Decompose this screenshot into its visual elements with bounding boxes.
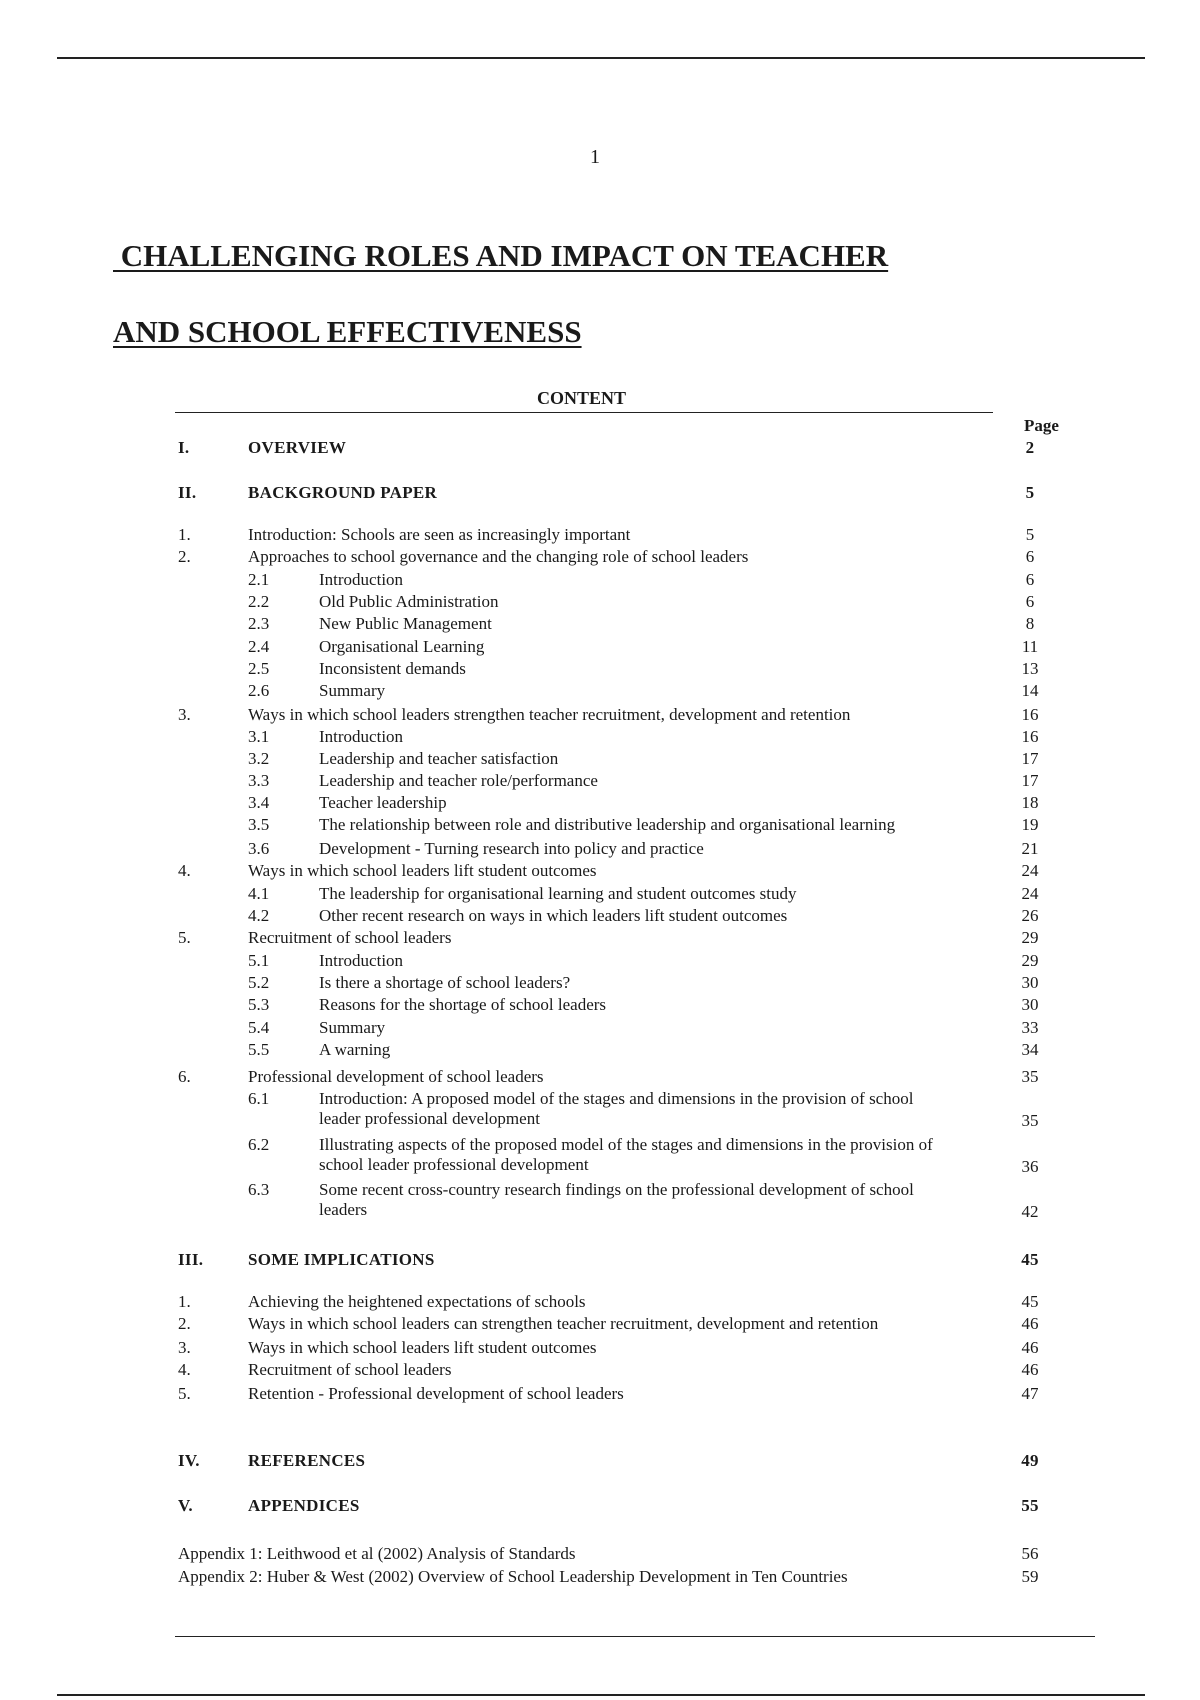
toc-page: 5 [1025, 483, 1035, 502]
toc-number: 4. [178, 861, 191, 880]
toc-number: 5.3 [248, 995, 270, 1014]
toc-number: 3.4 [248, 793, 270, 812]
toc-number: 2.5 [248, 659, 270, 678]
toc-title: New Public Management [319, 614, 492, 633]
toc-entry [0, 525, 1200, 545]
page-number: 1 [590, 146, 600, 168]
toc-subentry [0, 637, 1200, 657]
toc-number: V. [178, 1496, 193, 1515]
toc-number: 3.3 [248, 771, 270, 790]
toc-title: Appendix 2: Huber & West (2002) Overview of School Leadership Development in Ten Countries [178, 1567, 848, 1586]
toc-page: 26 [1021, 906, 1039, 925]
page-column-label: Page [1024, 416, 1059, 435]
toc-number: 3.1 [248, 727, 270, 746]
toc-title: SOME IMPLICATIONS [248, 1250, 435, 1269]
toc-number: 6.2 [248, 1135, 270, 1154]
toc-title: Introduction: Schools are seen as increasingly important [248, 525, 631, 544]
toc-page: 13 [1021, 659, 1039, 678]
toc-page: 35 [1021, 1067, 1039, 1086]
toc-number: 4. [178, 1360, 191, 1379]
toc-section-background [0, 483, 1200, 503]
toc-page: 19 [1021, 815, 1039, 834]
bottom-rule [57, 1694, 1145, 1696]
toc-entry [0, 1067, 1200, 1087]
toc-entry [0, 1360, 1200, 1380]
toc-title: Recruitment of school leaders [248, 928, 452, 947]
toc-number: 2. [178, 547, 191, 566]
toc-title: Organisational Learning [319, 637, 485, 656]
toc-number: 3. [178, 1338, 191, 1357]
toc-number: 5. [178, 1384, 191, 1403]
toc-subentry [0, 815, 1200, 835]
toc-number: 3.2 [248, 749, 270, 768]
toc-title: Introduction: A proposed model of the stages and dimensions in the provision of school leader professional development [319, 1089, 914, 1128]
toc-number: 3.5 [248, 815, 270, 834]
toc-title: Summary [319, 681, 386, 700]
toc-number: 4.2 [248, 906, 270, 925]
toc-number: 5.4 [248, 1018, 270, 1037]
toc-page: 59 [1021, 1567, 1039, 1586]
toc-number: II. [178, 483, 197, 502]
document-title-line-2: AND SCHOOL EFFECTIVENESS [113, 314, 582, 349]
toc-bottom-rule [175, 1636, 1095, 1637]
toc-subentry [0, 1089, 1200, 1131]
toc-title: BACKGROUND PAPER [248, 483, 438, 502]
toc-entry [0, 1292, 1200, 1312]
toc-page: 5 [1025, 525, 1035, 544]
toc-title: Inconsistent demands [319, 659, 466, 678]
toc-number: 1. [178, 1292, 191, 1311]
toc-number: 5.5 [248, 1040, 270, 1059]
toc-number: 3.6 [248, 839, 270, 858]
toc-title: REFERENCES [248, 1451, 366, 1470]
toc-page: 24 [1021, 884, 1039, 903]
toc-title: OVERVIEW [248, 438, 347, 457]
toc-subentry [0, 995, 1200, 1015]
toc-number: IV. [178, 1451, 200, 1470]
toc-page: 47 [1021, 1384, 1039, 1403]
toc-number: 6.3 [248, 1180, 270, 1199]
toc-title: Summary [319, 1018, 386, 1037]
toc-section-overview [0, 438, 1200, 458]
toc-title: Introduction [319, 570, 404, 589]
toc-page: 46 [1021, 1338, 1039, 1357]
toc-subentry [0, 1040, 1200, 1060]
toc-title: Recruitment of school leaders [248, 1360, 452, 1379]
toc-page: 30 [1021, 995, 1039, 1014]
toc-title: Leadership and teacher role/performance [319, 771, 598, 790]
toc-title: APPENDICES [248, 1496, 360, 1515]
toc-entry [0, 705, 1200, 725]
toc-title: Ways in which school leaders lift student outcomes [248, 861, 597, 880]
toc-page: 46 [1021, 1360, 1039, 1379]
toc-title: Is there a shortage of school leaders? [319, 973, 571, 992]
toc-entry [0, 1338, 1200, 1358]
toc-subentry [0, 1018, 1200, 1038]
toc-title: Ways in which school leaders strengthen teacher recruitment, development and retention [248, 705, 851, 724]
toc-page: 46 [1021, 1314, 1039, 1333]
toc-title: Appendix 1: Leithwood et al (2002) Analysis of Standards [178, 1544, 576, 1563]
toc-subentry [0, 749, 1200, 769]
toc-page: 11 [1021, 637, 1039, 656]
toc-number: 2.1 [248, 570, 270, 589]
toc-page: 56 [1021, 1544, 1039, 1563]
toc-title: Old Public Administration [319, 592, 499, 611]
toc-page: 35 [1021, 1111, 1039, 1130]
toc-number: 2. [178, 1314, 191, 1333]
toc-appendix-entry [0, 1544, 1200, 1564]
toc-page: 2 [1025, 438, 1035, 457]
toc-title: A warning [319, 1040, 391, 1059]
toc-page: 8 [1025, 614, 1035, 633]
toc-page: 34 [1021, 1040, 1039, 1059]
toc-page: 18 [1021, 793, 1039, 812]
toc-number: I. [178, 438, 190, 457]
toc-title: Illustrating aspects of the proposed model of the stages and dimensions in the provision of school leader professional development [319, 1135, 933, 1174]
toc-subentry [0, 906, 1200, 926]
toc-number: 1. [178, 525, 191, 544]
toc-page: 33 [1021, 1018, 1039, 1037]
toc-title: Introduction [319, 951, 404, 970]
toc-page: 30 [1021, 973, 1039, 992]
toc-subentry [0, 771, 1200, 791]
toc-title: Achieving the heightened expectations of schools [248, 1292, 586, 1311]
toc-page: 42 [1021, 1202, 1039, 1221]
toc-entry [0, 928, 1200, 948]
toc-entry [0, 1314, 1200, 1334]
toc-number: 3. [178, 705, 191, 724]
toc-section-references [0, 1451, 1200, 1471]
toc-page: 29 [1021, 928, 1039, 947]
toc-number: 5.2 [248, 973, 270, 992]
toc-page: 45 [1021, 1250, 1039, 1269]
toc-title: Leadership and teacher satisfaction [319, 749, 559, 768]
toc-title: Teacher leadership [319, 793, 447, 812]
toc-subentry [0, 659, 1200, 679]
toc-page: 16 [1021, 705, 1039, 724]
toc-page: 6 [1025, 570, 1035, 589]
toc-subentry [0, 1180, 1200, 1222]
toc-title: The leadership for organisational learning and student outcomes study [319, 884, 797, 903]
toc-title: Retention - Professional development of school leaders [248, 1384, 624, 1403]
toc-title: Development - Turning research into policy and practice [319, 839, 704, 858]
content-heading: CONTENT [537, 388, 627, 408]
toc-title: Some recent cross-country research findings on the professional development of school leaders [319, 1180, 914, 1219]
toc-page: 55 [1021, 1496, 1039, 1515]
toc-title: Ways in which school leaders can strengthen teacher recruitment, development and retention [248, 1314, 879, 1333]
toc-number: 5.1 [248, 951, 270, 970]
toc-title: Reasons for the shortage of school leaders [319, 995, 607, 1014]
toc-section-implications [0, 1250, 1200, 1270]
toc-subentry [0, 614, 1200, 634]
toc-page: 16 [1021, 727, 1039, 746]
toc-page: 24 [1021, 861, 1039, 880]
toc-number: 4.1 [248, 884, 270, 903]
toc-entry [0, 547, 1200, 567]
toc-subentry [0, 884, 1200, 904]
toc-title: Other recent research on ways in which leaders lift student outcomes [319, 906, 788, 925]
toc-page: 17 [1021, 749, 1039, 768]
toc-appendix-entry [0, 1567, 1200, 1587]
toc-page: 6 [1025, 547, 1035, 566]
toc-number: 6. [178, 1067, 191, 1086]
toc-subentry [0, 793, 1200, 813]
toc-title: Approaches to school governance and the changing role of school leaders [248, 547, 749, 566]
toc-subentry [0, 1135, 1200, 1177]
toc-subentry [0, 839, 1200, 859]
toc-title: The relationship between role and distributive leadership and organisational learning [319, 815, 896, 834]
toc-page: 6 [1025, 592, 1035, 611]
toc-subentry [0, 570, 1200, 590]
toc-number: 2.4 [248, 637, 270, 656]
toc-number: 2.3 [248, 614, 270, 633]
toc-entry [0, 1384, 1200, 1404]
toc-number: 2.2 [248, 592, 270, 611]
toc-page: 21 [1021, 839, 1039, 858]
toc-page: 17 [1021, 771, 1039, 790]
toc-title: Introduction [319, 727, 404, 746]
document-title-line-1: CHALLENGING ROLES AND IMPACT ON TEACHER [113, 238, 889, 273]
toc-page: 45 [1021, 1292, 1039, 1311]
toc-subentry [0, 973, 1200, 993]
toc-title: Professional development of school leaders [248, 1067, 544, 1086]
toc-number: 2.6 [248, 681, 270, 700]
toc-page: 14 [1021, 681, 1039, 700]
toc-number: III. [178, 1250, 204, 1269]
toc-subentry [0, 592, 1200, 612]
toc-subentry [0, 727, 1200, 747]
toc-title: Ways in which school leaders lift student outcomes [248, 1338, 597, 1357]
toc-section-appendices [0, 1496, 1200, 1516]
toc-subentry [0, 681, 1200, 701]
toc-page: 49 [1021, 1451, 1039, 1470]
toc-page: 29 [1021, 951, 1039, 970]
toc-number: 6.1 [248, 1089, 270, 1108]
toc-number: 5. [178, 928, 191, 947]
toc-page: 36 [1021, 1157, 1039, 1176]
toc-subentry [0, 951, 1200, 971]
toc-entry [0, 861, 1200, 881]
